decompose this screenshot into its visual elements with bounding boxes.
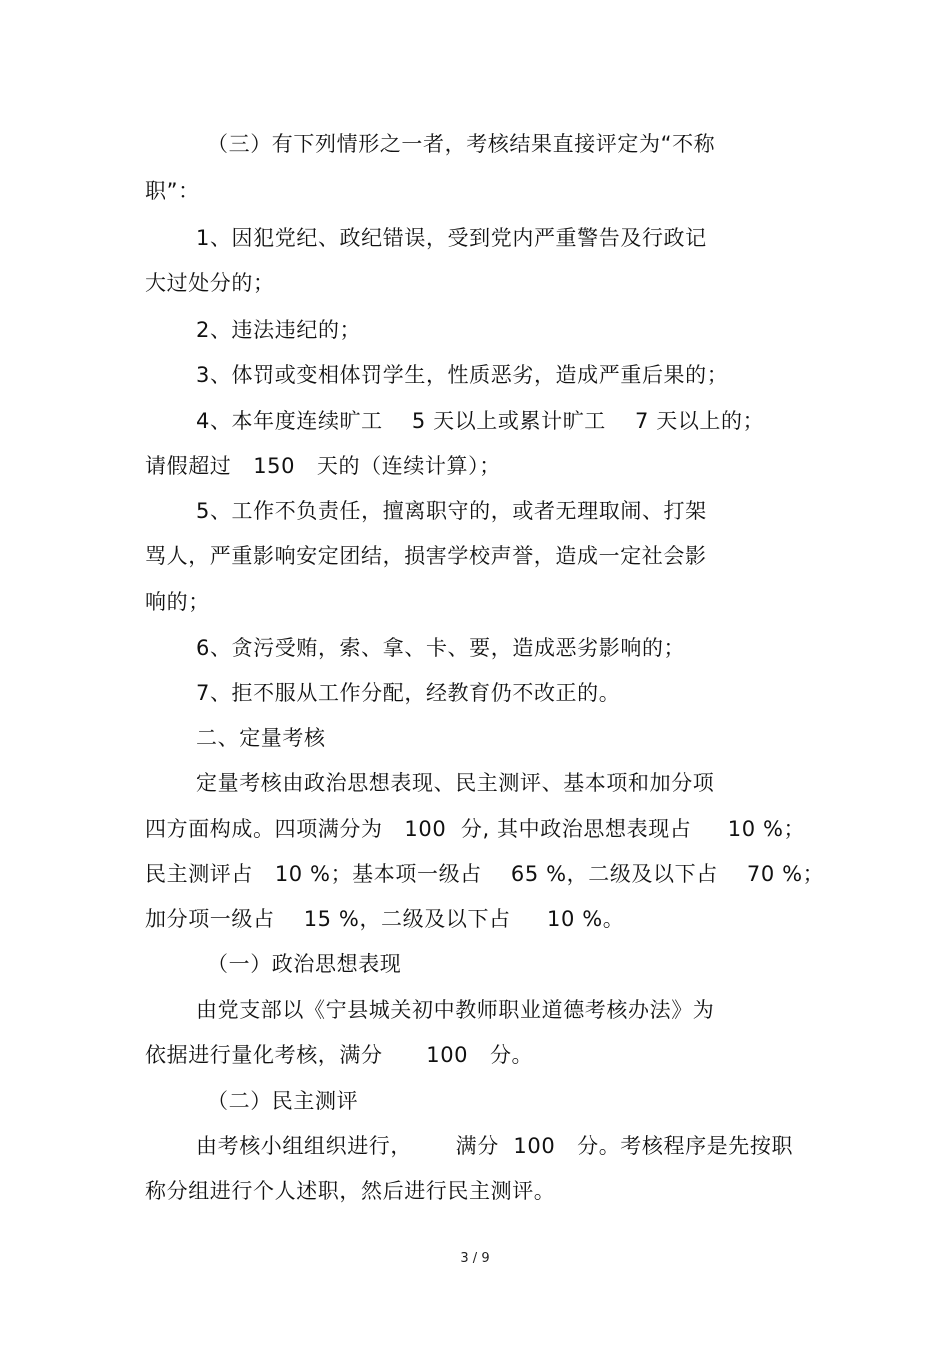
- text-line: 依据进行量化考核，满分 100 分。: [145, 1043, 534, 1067]
- text-line: 请假超过 150 天的（连续计算）；: [145, 454, 501, 478]
- text-line: 5、工作不负责任，擅离职守的，或者无理取闹、打架: [196, 499, 707, 523]
- text-line: 由党支部以《宁县城关初中教师职业道德考核办法》为: [196, 998, 715, 1022]
- text-line: 定量考核由政治思想表现、民主测评、基本项和加分项: [196, 771, 715, 795]
- subsection-heading: （二）民主测评: [207, 1089, 359, 1113]
- text-line: 民主测评占 10 %；基本项一级占 65 %，二级及以下占 70 %；: [145, 862, 825, 886]
- text-line: 6、贪污受贿，索、拿、卡、要，造成恶劣影响的；: [196, 636, 686, 660]
- text-line: 由考核小组组织进行， 满分 100 分。考核程序是先按职: [196, 1134, 794, 1158]
- section-heading: 二、定量考核: [196, 726, 326, 750]
- text-line: 称分组进行个人述职，然后进行民主测评。: [145, 1179, 556, 1203]
- text-line: 响的；: [145, 590, 210, 614]
- text-line: 四方面构成。四项满分为 100 分, 其中政治思想表现占 10 %；: [145, 817, 806, 841]
- text-line: （三）有下列情形之一者，考核结果直接评定为“不称: [207, 132, 716, 156]
- page-number: 3 / 9: [460, 1251, 490, 1266]
- text-line: 骂人，严重影响安定团结，损害学校声誉，造成一定社会影: [145, 544, 707, 568]
- text-line: 7、拒不服从工作分配，经教育仍不改正的。: [196, 681, 621, 705]
- text-line: 职”：: [145, 179, 200, 203]
- text-line: 3、体罚或变相体罚学生，性质恶劣，造成严重后果的；: [196, 363, 729, 387]
- text-line: 4、本年度连续旷工 5 天以上或累计旷工 7 天以上的；: [196, 409, 765, 433]
- text-line: 1、因犯党纪、政纪错误，受到党内严重警告及行政记: [196, 226, 707, 250]
- text-line: 加分项一级占 15 %，二级及以下占 10 %。: [145, 907, 625, 931]
- text-line: 大过处分的；: [145, 271, 275, 295]
- text-line: 2、违法违纪的；: [196, 318, 362, 342]
- subsection-heading: （一）政治思想表现: [207, 952, 402, 976]
